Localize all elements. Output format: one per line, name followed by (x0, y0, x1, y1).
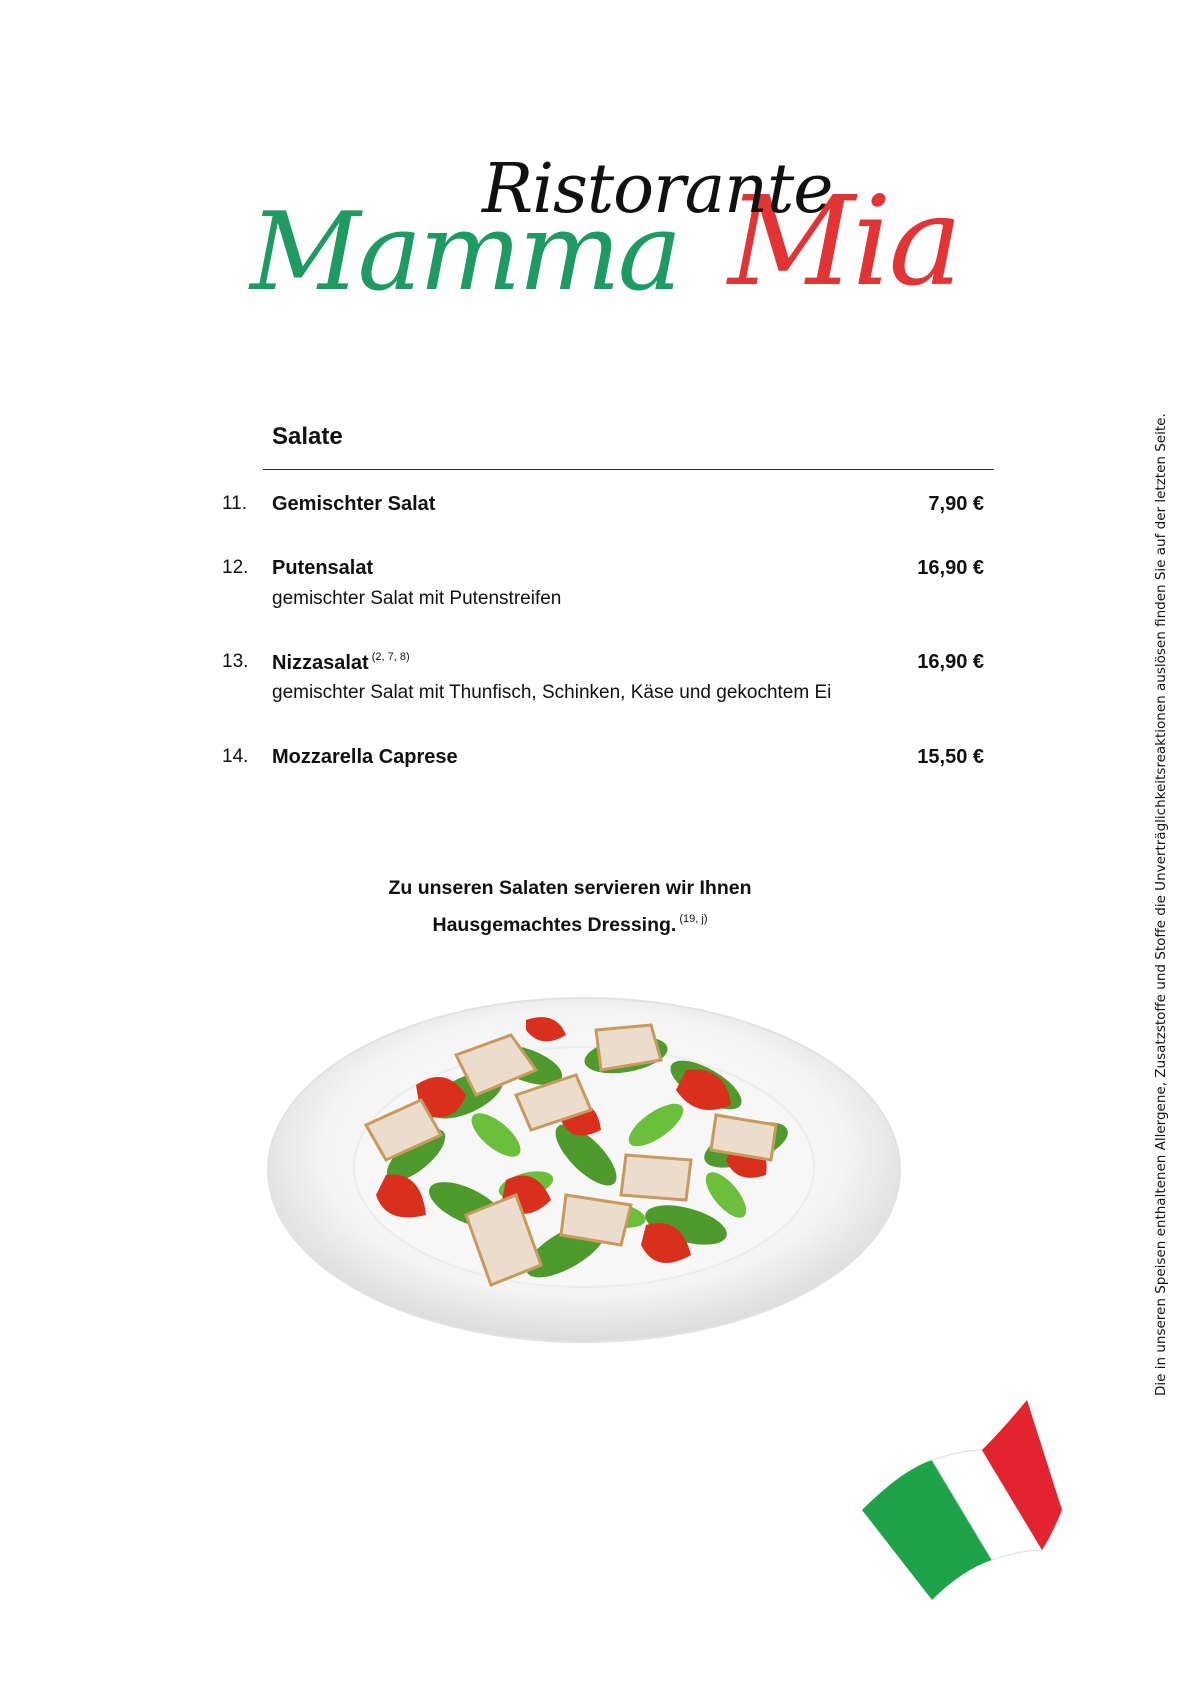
item-price: 7,90 € (928, 493, 984, 515)
logo-mamma: Mamma (250, 190, 680, 315)
note-line-2: Hausgemachtes Dressing. $^{(19, j)}$ (432, 913, 708, 936)
note-line-1: Zu unseren Salaten servieren wir Ihnen (388, 877, 752, 899)
item-name: Nizzasalat $^{(2, 7, 8)}$ (272, 651, 410, 674)
item-name: Putensalat (272, 557, 374, 579)
dressing-note (280, 873, 860, 941)
logo-mia: Mia (728, 170, 960, 314)
item-name: Gemischter Salat (272, 493, 436, 515)
note-allergens: (19, j) (679, 913, 708, 925)
salad-plate-image (266, 975, 906, 1385)
item-number: 13. (222, 651, 249, 672)
section-divider (263, 469, 994, 470)
logo-ristorante: Ristorante (482, 150, 833, 229)
restaurant-logo (250, 150, 970, 315)
item-allergens: (2, 7, 8) (371, 651, 410, 663)
item-number: 14. (222, 746, 249, 767)
item-number: 11. (222, 493, 248, 514)
item-price: 15,50 € (917, 746, 984, 768)
item-number: 12. (222, 557, 249, 578)
item-name: Mozzarella Caprese (272, 746, 458, 768)
item-description: gemischter Salat mit Putenstreifen (272, 588, 562, 609)
section-title: Salate (272, 423, 343, 450)
item-description: gemischter Salat mit Thunfisch, Schinken, Käse und gekochtem Ei (272, 682, 832, 703)
item-price: 16,90 € (917, 651, 984, 673)
item-price: 16,90 € (917, 557, 984, 579)
allergen-notice: Die in unseren Speisen enthaltenen Allergene, Zusatzstoffe und Stoffe die Unverträglichkeitsreaktionen auslösen finden Sie auf der letzten Seite. (1153, 413, 1169, 1396)
italian-flag-icon (862, 1400, 1062, 1600)
